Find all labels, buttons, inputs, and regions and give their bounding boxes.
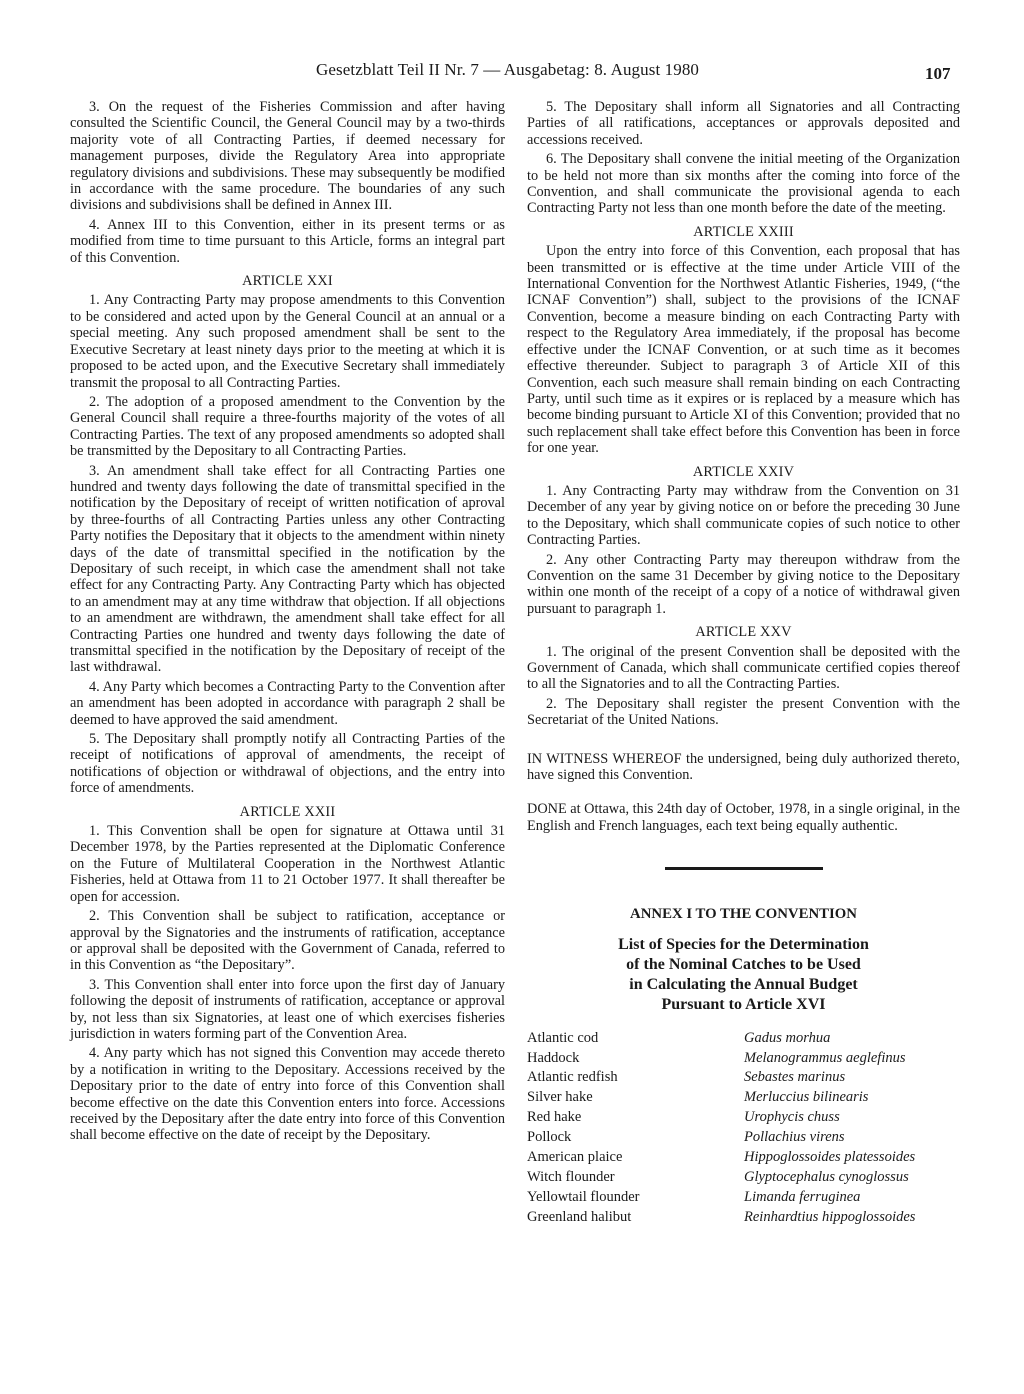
species-common-name: American plaice xyxy=(527,1149,623,1165)
species-row xyxy=(527,1189,960,1209)
species-row xyxy=(527,1129,960,1149)
paragraph: 3. An amendment shall take effect for all Contracting Parties one hundred and twenty days following the date of transmittal specified in the notification by the Depositary of receipt of written notification of aproval by three-fourths of all Contracting Parties unless any other Contracting Party notifies the Depositary that it objects to the amendment within ninety days of the date of transmittal specified in the notification by the Depositary of such receipt, in which case the amendment shall not take effect for any Contracting Party. Any Contracting Party which has objected to an amendment may at any time withdraw that objection. If all objections to an amendment are withdrawn, the amendment shall take effect for all Contracting Parties one hundred and twenty days following the date of transmittal specified in the notification by the Depositary of receipt of the last withdrawal. xyxy=(70,462,505,676)
right-column-articles xyxy=(527,99,960,729)
species-row xyxy=(527,1069,960,1089)
species-latin-name: Melanogrammus aeglefinus xyxy=(744,1049,906,1066)
paragraph: 1. This Convention shall be open for signature at Ottawa until 31 December 1978, by the Parties represented at the Diplomatic Conference on the Future of Multilateral Cooperation in the Northwest Atlantic Fisheries, held at Ottawa from 11 to 21 October 1977. It shall thereafter be open for accession. xyxy=(70,823,505,905)
paragraph: 1. The original of the present Convention shall be deposited with the Government of Canada, which shall communicate certified copies thereof to all the Signatories and to all the Contracting Parties. xyxy=(527,643,960,693)
species-common-name: Atlantic redfish xyxy=(527,1069,618,1086)
right-column xyxy=(527,99,960,1229)
species-common-name: Yellowtail flounder xyxy=(527,1188,640,1205)
paragraph: 3. On the request of the Fisheries Commission and after having consulted the Scientific Council, the General Council may by a two-thirds majority vote of all Contracting Parties, if deemed necessary for management purposes, divide the Regulatory Area into appropriate regulatory divisions and subdivisions. These may subsequently be modified in accordance with the same procedure. The boundaries of any such divisions and subdivisions shall be defined in Annex III. xyxy=(70,99,505,214)
paragraph: 2. The Depositary shall register the present Convention with the Secretariat of the United Nations. xyxy=(527,695,960,729)
species-latin-name: Hippoglossoides platessoides xyxy=(744,1149,916,1165)
article-heading: ARTICLE XXIV xyxy=(692,463,795,480)
species-latin-name: Pollachius virens xyxy=(744,1129,845,1146)
article-heading: ARTICLE XXIII xyxy=(693,223,794,240)
species-latin-name: Urophycis chuss xyxy=(744,1109,840,1126)
annex-subtitle-line: in Calculating the Annual Budget xyxy=(629,975,858,993)
species-latin-name: Sebastes marinus xyxy=(744,1069,846,1086)
species-row xyxy=(527,1149,960,1169)
species-common-name: Greenland halibut xyxy=(527,1208,632,1225)
paragraph: 5. The Depositary shall promptly notify all Contracting Parties of the receipt of notifications of approval of amendments, the receipt of notifications of objection or withdrawal of objections, and the entry into force of amendments. xyxy=(70,731,505,797)
article-heading: ARTICLE XXV xyxy=(695,624,792,641)
paragraph: 6. The Depositary shall convene the initial meeting of the Organization to be held not more than six months after the coming into force of the Convention, and shall communicate the provisional agenda to each Contracting Party not less than one month before the date of the meeting. xyxy=(527,151,960,217)
species-latin-name: Gadus morhua xyxy=(744,1029,831,1046)
species-table xyxy=(527,1030,960,1229)
species-row xyxy=(527,1169,960,1189)
article-heading: ARTICLE XXII xyxy=(239,803,336,820)
left-column xyxy=(70,99,505,1147)
species-common-name: Silver hake xyxy=(527,1089,593,1106)
species-latin-name: Merluccius bilinearis xyxy=(744,1089,869,1106)
annex-subtitle xyxy=(527,935,960,1015)
page-number: 107 xyxy=(925,64,951,83)
species-row xyxy=(527,1050,960,1070)
species-latin-name: Glyptocephalus cynoglossus xyxy=(744,1168,909,1185)
paragraph: 4. Any party which has not signed this Convention may accede thereto by a notification in writing to the Depositary. Accessions received by the Depositary prior to the date of entry into force of this Convention shall become effective on the date this Convention enters into force. Accessions received by the Depositary after the date entry into force of this Convention shall become effective on the date of receipt by the Depositary. xyxy=(70,1045,505,1144)
paragraph: 2. Any other Contracting Party may thereupon withdraw from the Convention on the same 31 December by giving notice to the Depositary within one month of the receipt of a copy of a notice of withdrawal given pursuant to paragraph 1. xyxy=(527,551,960,617)
species-common-name: Witch flounder xyxy=(527,1168,615,1185)
species-row xyxy=(527,1089,960,1109)
species-common-name: Haddock xyxy=(527,1049,580,1066)
species-latin-name: Reinhardtius hippoglossoides xyxy=(744,1208,916,1225)
paragraph: 2. This Convention shall be subject to ratification, acceptance or approval by the Signatories and the instruments of ratification, acceptance or approval shall be deposited with the Government of Canada, referred to in this Convention as “the Depositary”. xyxy=(70,908,505,974)
paragraph: 4. Any Party which becomes a Contracting Party to the Convention after an amendment has been adopted in accordance with paragraph 2 shall be deemed to have approved the said amendment. xyxy=(70,678,505,728)
annex-subtitle-line: Pursuant to Article XVI xyxy=(661,995,826,1013)
species-row xyxy=(527,1209,960,1229)
paragraph: 1. Any Contracting Party may propose amendments to this Convention to be considered and acted upon by the General Council at an annual or a special meeting. Any such proposed amendment shall be sent to the Executive Secretary at least ninety days prior to the meeting at which it is proposed to be acted upon, and the Executive Secretary shall immediately transmit the proposal to all Contracting Parties. xyxy=(70,292,505,391)
species-row xyxy=(527,1030,960,1050)
species-row xyxy=(527,1109,960,1129)
article-heading: ARTICLE XXI xyxy=(242,273,333,290)
annex-title: ANNEX I TO THE CONVENTION xyxy=(630,906,857,923)
annex-subtitle-line: of the Nominal Catches to be Used xyxy=(626,955,861,973)
species-common-name: Atlantic cod xyxy=(527,1029,599,1046)
paragraph: 4. Annex III to this Convention, either in its present terms or as modified from time to time pursuant to this Article, forms an integral part of this Convention. xyxy=(70,216,505,266)
done-clause: DONE at Ottawa, this 24th day of October, 1978, in a single original, in the English and French languages, each text being equally authentic. xyxy=(527,801,961,834)
paragraph: Upon the entry into force of this Convention, each proposal that has been transmitted or is effective at the time under Article VIII of the International Convention for the Northwest Atlantic Fisheries, 1949, (“the ICNAF Convention”) shall, subject to the provisions of the ICNAF Convention, become a measure binding on each Contracting Party with respect to the Regulatory Area immediately, if the proposal has become effective under the ICNAF Convention, or at such time as it becomes effective thereunder. Subject to paragraph 3 of Article XII of this Convention, each such measure shall remain binding on each Contracting Party, until such time as it expires or is replaced by a measure which has become binding pursuant to Article XI of this Convention; provided that no such replacement shall take effect before this Convention has been in force for one year. xyxy=(527,243,960,457)
annex-subtitle-line: List of Species for the Determination xyxy=(618,935,869,953)
species-common-name: Red hake xyxy=(527,1109,582,1126)
witness-clause: IN WITNESS WHEREOF the undersigned, being duly authorized thereto, have signed this Convention. xyxy=(527,750,960,784)
paragraph: 3. This Convention shall enter into force upon the first day of January following the deposit of instruments of ratification, acceptance or approval by, not less than six Signatories, at least one of which exercises fisheries jurisdiction in waters forming part of the Convention Area. xyxy=(70,976,505,1042)
species-common-name: Pollock xyxy=(527,1129,572,1146)
running-title: Gesetzblatt Teil II Nr. 7 — Ausgabetag: 8. August 1980 xyxy=(316,60,700,79)
species-latin-name: Limanda ferruginea xyxy=(744,1188,861,1205)
section-divider xyxy=(665,867,823,870)
page-header xyxy=(0,58,1024,88)
paragraph: 1. Any Contracting Party may withdraw from the Convention on 31 December of any year by giving notice on or before the preceding 30 June to the Depositary, which shall communicate copies of such notice to other Contracting Parties. xyxy=(527,482,960,549)
paragraph: 5. The Depositary shall inform all Signatories and all Contracting Parties of all ratifications, acceptances or approvals deposited and accessions received. xyxy=(527,99,960,148)
paragraph: 2. The adoption of a proposed amendment to the Convention by the General Council shall require a three-fourths majority of the votes of all Contracting Parties. The text of any proposed amendments so adopted shall be transmitted by the Depositary to all Contracting Parties. xyxy=(70,393,505,460)
